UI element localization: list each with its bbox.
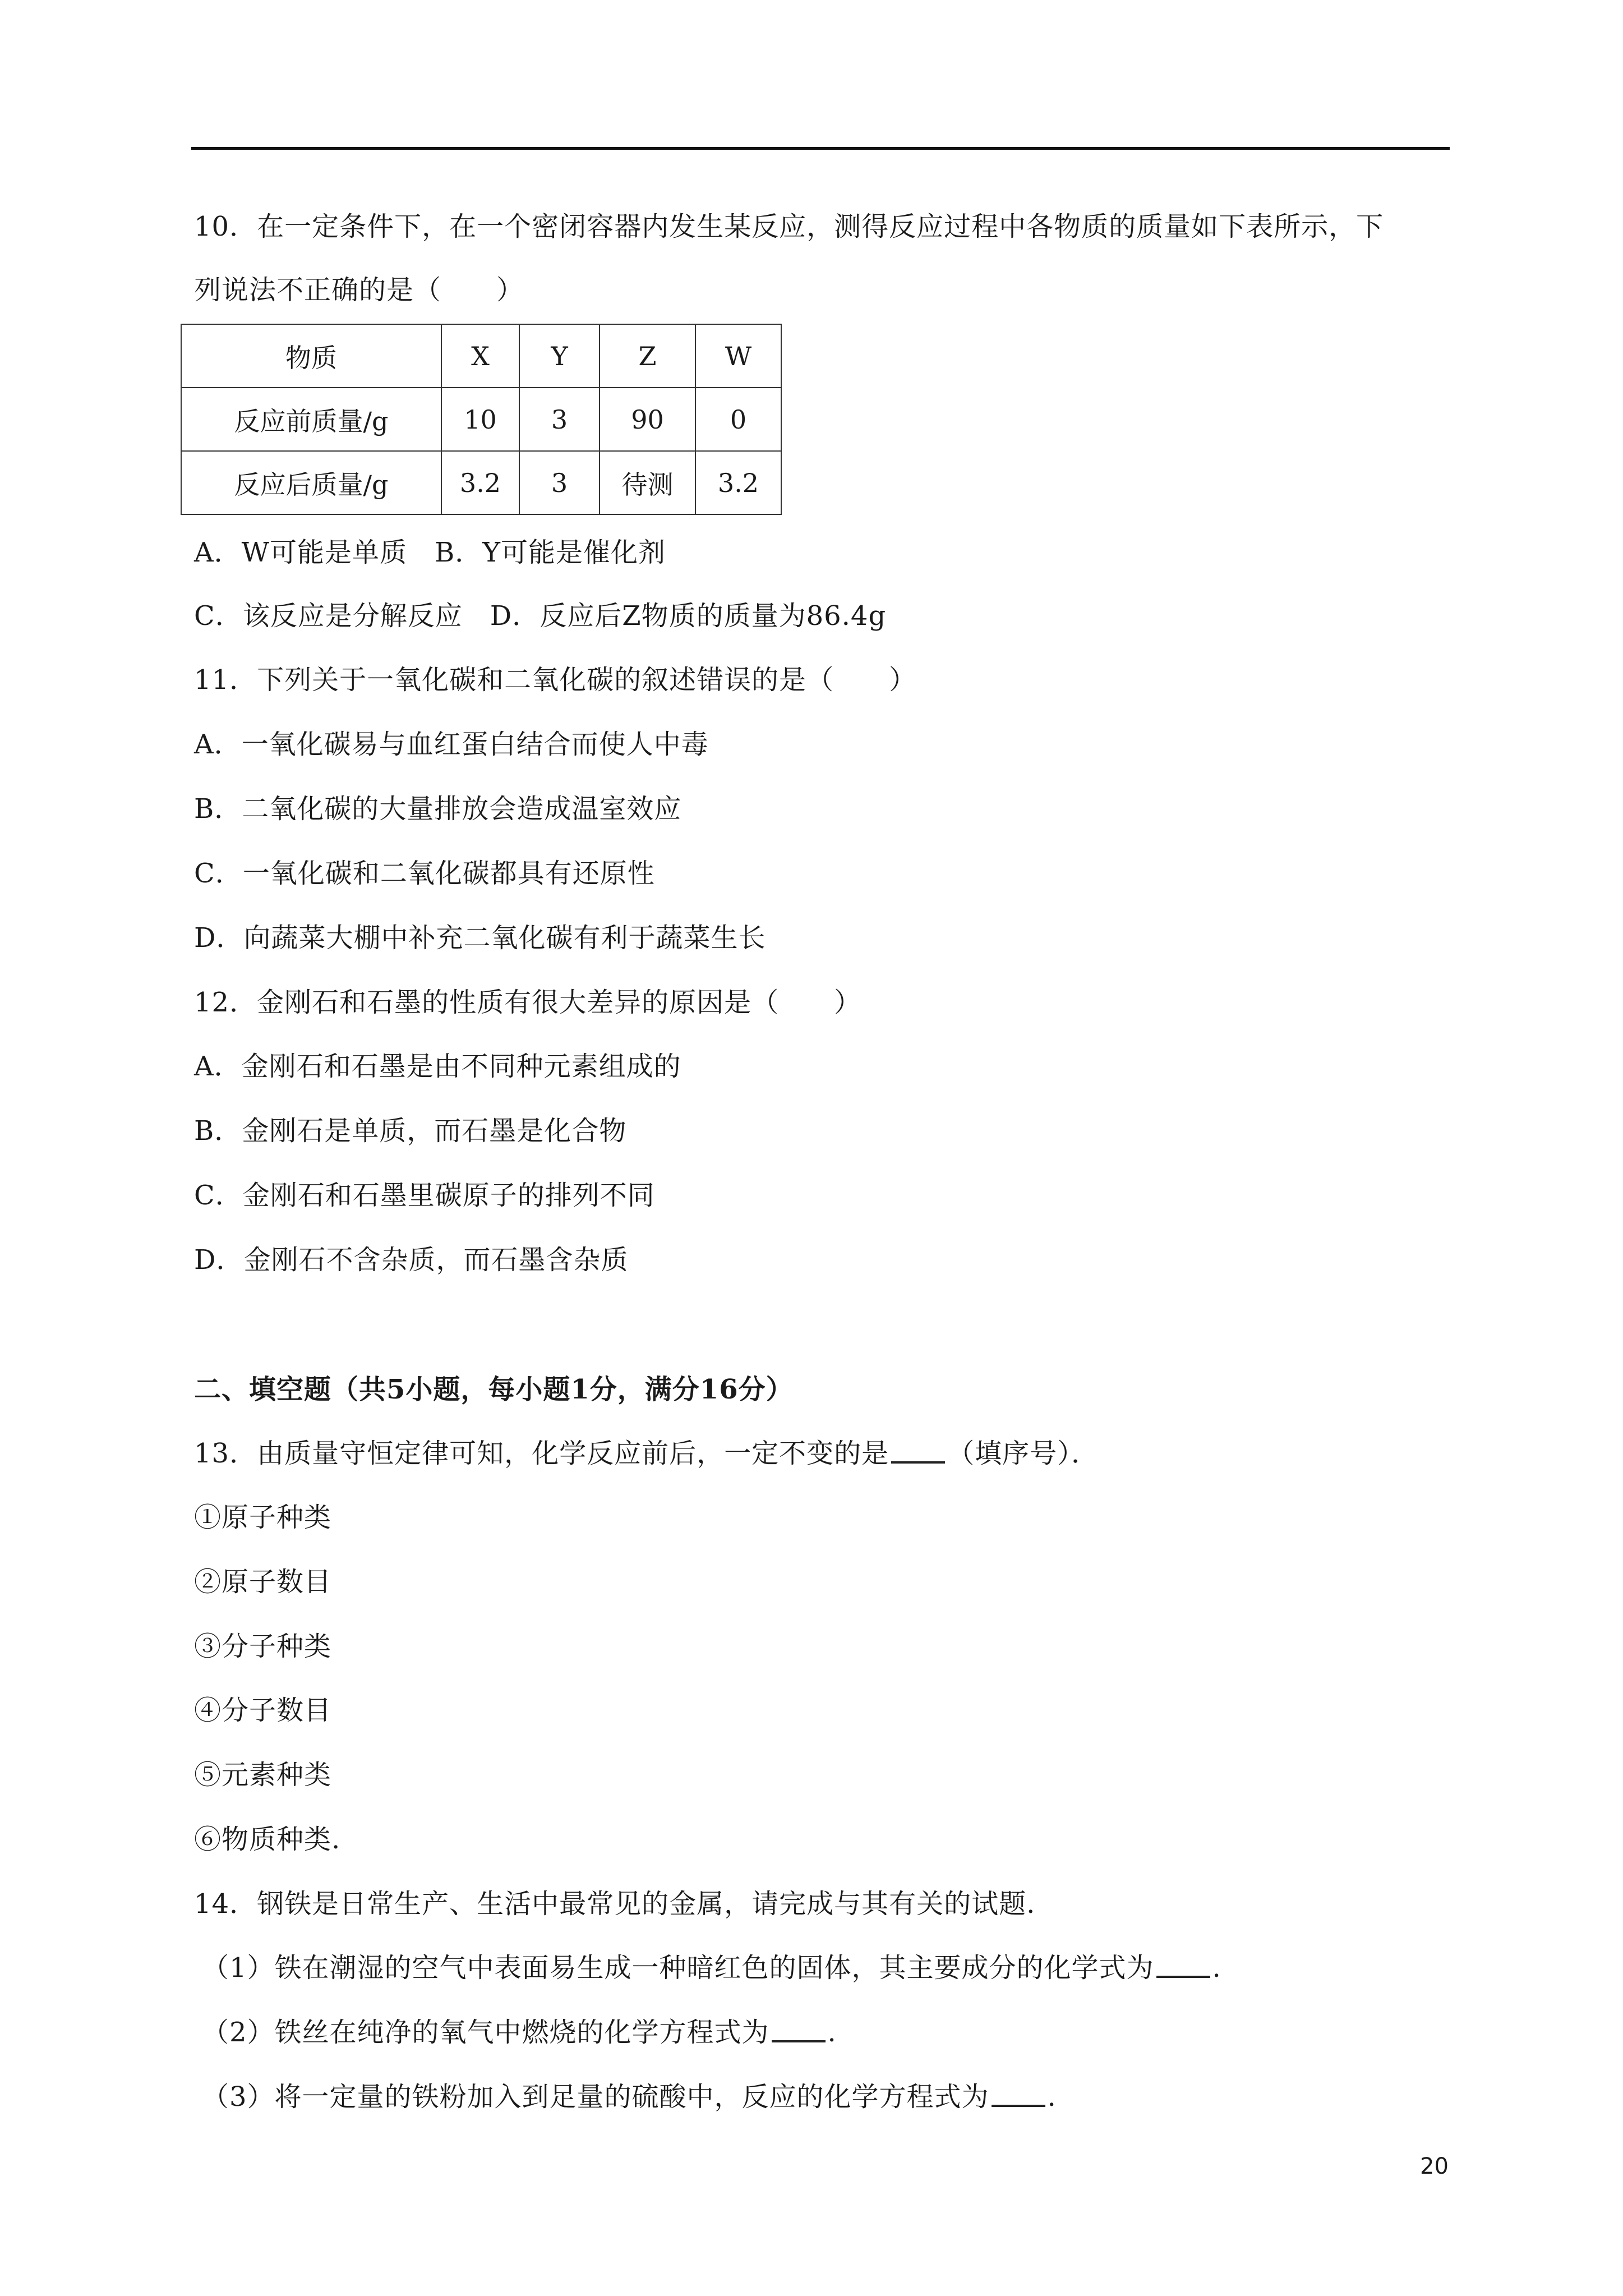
q14-sub1-text: （1）铁在潮湿的空气中表面易生成一种暗红色的固体，其主要成分的化学式为 — [202, 1952, 1154, 1984]
table-row — [181, 451, 781, 514]
table-cell: 3 — [519, 451, 600, 514]
answer-blank — [1156, 1976, 1210, 1978]
q13-item: ①原子种类 — [194, 1502, 332, 1533]
q13-stem-tail: （填序号）． — [947, 1438, 1099, 1469]
table-cell: 反应前质量/g — [181, 388, 441, 451]
q14-sub2-text: （2）铁丝在纯净的氧气中燃烧的化学方程式为 — [202, 2017, 769, 2048]
q10-options-line1: A．W可能是单质 B．Y可能是催化剂 — [194, 537, 666, 568]
q14-sub2 — [202, 2016, 837, 2049]
table-cell: 0 — [695, 388, 781, 451]
q12-option-a: A．金刚石和石墨是由不同种元素组成的 — [194, 1051, 681, 1082]
q13-item: ②原子数目 — [194, 1566, 332, 1598]
table-cell: 待测 — [600, 451, 695, 514]
q11-option-b: B．二氧化碳的大量排放会造成温室效应 — [194, 793, 682, 825]
q14-stem: 14．钢铁是日常生产、生活中最常见的金属，请完成与其有关的试题. — [194, 1888, 1036, 1920]
answer-blank — [891, 1461, 945, 1464]
q13-stem — [194, 1437, 1099, 1470]
table-row — [181, 388, 781, 451]
header-rule — [191, 147, 1450, 150]
q12-option-d: D．金刚石不含杂质，而石墨含杂质 — [194, 1244, 629, 1276]
table-header-cell: X — [441, 324, 519, 388]
table-cell: 反应后质量/g — [181, 451, 441, 514]
q14-sub2-tail: . — [827, 2017, 837, 2048]
section-heading: 二、填空题（共5小题，每小题1分，满分16分） — [194, 1374, 794, 1405]
q13-item: ⑤元素种类 — [194, 1759, 332, 1791]
q14-sub3-tail: . — [1047, 2081, 1057, 2113]
q11-option-c: C．一氧化碳和二氧化碳都具有还原性 — [194, 858, 655, 889]
q13-item: ⑥物质种类. — [194, 1824, 341, 1855]
table-cell: 10 — [441, 388, 519, 451]
q12-option-b: B．金刚石是单质，而石墨是化合物 — [194, 1115, 627, 1147]
table-header-row — [181, 324, 781, 388]
table-header-cell: Y — [519, 324, 600, 388]
answer-blank — [772, 2040, 826, 2042]
table-cell: 3.2 — [441, 451, 519, 514]
q11-stem: 11．下列关于一氧化碳和二氧化碳的叙述错误的是（ ） — [194, 664, 917, 696]
q13-stem-text: 13．由质量守恒定律可知，化学反应前后，一定不变的是 — [194, 1438, 889, 1469]
q13-item: ④分子数目 — [194, 1695, 332, 1726]
q10-stem-line1: 10．在一定条件下，在一个密闭容器内发生某反应，测得反应过程中各物质的质量如下表所示，下 — [194, 211, 1384, 242]
answer-blank — [992, 2105, 1045, 2107]
q10-stem-line2: 列说法不正确的是（ ） — [194, 274, 524, 306]
q14-sub1-tail: . — [1212, 1952, 1221, 1984]
q14-sub1 — [202, 1951, 1221, 1985]
table-header-cell: Z — [600, 324, 695, 388]
table-cell: 3 — [519, 388, 600, 451]
q10-options-line2: C．该反应是分解反应 D．反应后Z物质的质量为86.4g — [194, 600, 887, 632]
table-header-cell: W — [695, 324, 781, 388]
q12-stem: 12．金刚石和石墨的性质有很大差异的原因是（ ） — [194, 987, 862, 1018]
q11-option-a: A．一氧化碳易与血红蛋白结合而使人中毒 — [194, 729, 709, 760]
q13-item: ③分子种类 — [194, 1631, 332, 1662]
table-header-cell: 物质 — [181, 324, 441, 388]
table-cell: 90 — [600, 388, 695, 451]
q14-sub3 — [202, 2080, 1057, 2114]
q10-mass-table — [181, 324, 782, 515]
page-number: 20 — [1420, 2154, 1449, 2179]
q11-option-d: D．向蔬菜大棚中补充二氧化碳有利于蔬菜生长 — [194, 922, 766, 954]
q12-option-c: C．金刚石和石墨里碳原子的排列不同 — [194, 1180, 655, 1211]
q14-sub3-text: （3）将一定量的铁粉加入到足量的硫酸中，反应的化学方程式为 — [202, 2081, 989, 2113]
table-cell: 3.2 — [695, 451, 781, 514]
